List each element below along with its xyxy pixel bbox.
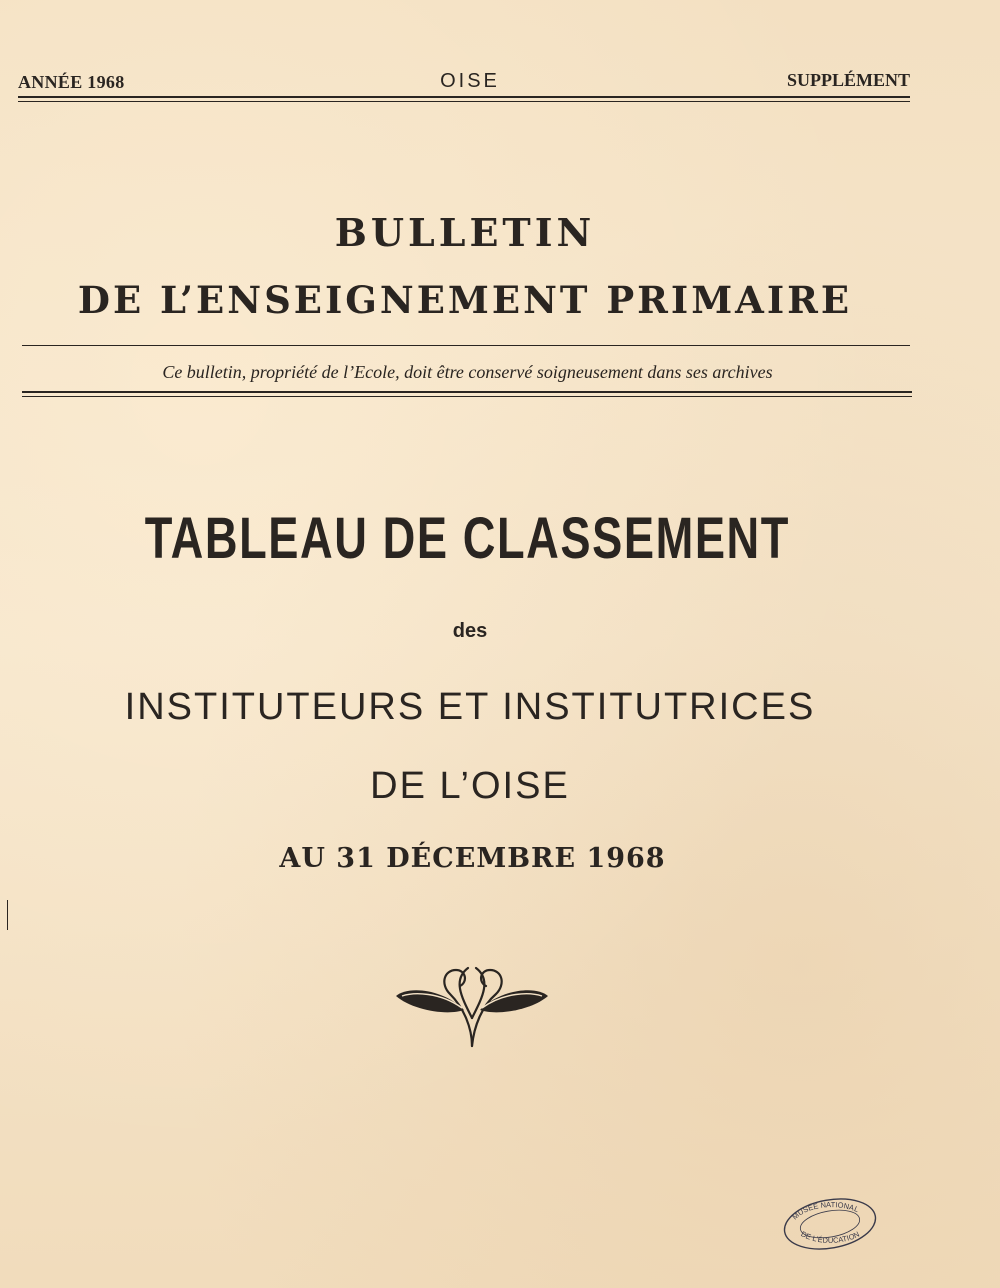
year-label: ANNÉE 1968 — [18, 72, 125, 92]
department-label: OISE — [440, 70, 500, 92]
header-rule-bottom — [18, 101, 910, 102]
supplement-label: SUPPLÉMENT — [786, 70, 910, 90]
margin-mark — [7, 900, 8, 930]
connector-word: des — [452, 620, 488, 642]
fleuron-ornament-icon — [392, 958, 552, 1053]
stamp-bottom-text: DE L’ÉDUCATION — [799, 1229, 861, 1245]
notice-rule-top — [22, 391, 912, 393]
main-title: TABLEAU DE CLASSEMENT — [144, 506, 790, 571]
stamp-top-text: MUSÉE NATIONAL — [790, 1200, 861, 1222]
masthead-rule — [22, 345, 910, 346]
masthead-bulletin: BULLETIN — [334, 210, 596, 255]
subject-heading: INSTITUTEURS ET INSTITUTRICES — [124, 686, 816, 728]
header-rule-top — [18, 96, 910, 98]
masthead-title: DE L’ENSEIGNEMENT PRIMAIRE — [77, 278, 853, 322]
conservation-notice: Ce bulletin, propriété de l’Ecole, doit être conservé soigneusement dans ses archives — [162, 362, 773, 382]
svg-text:MUSÉE NATIONAL — [790, 1200, 860, 1221]
notice-rule-bottom — [22, 396, 912, 397]
region-heading: DE L’OISE — [370, 765, 570, 807]
date-heading: AU 31 DÉCEMBRE 1968 — [279, 843, 666, 874]
museum-stamp — [782, 1196, 878, 1250]
